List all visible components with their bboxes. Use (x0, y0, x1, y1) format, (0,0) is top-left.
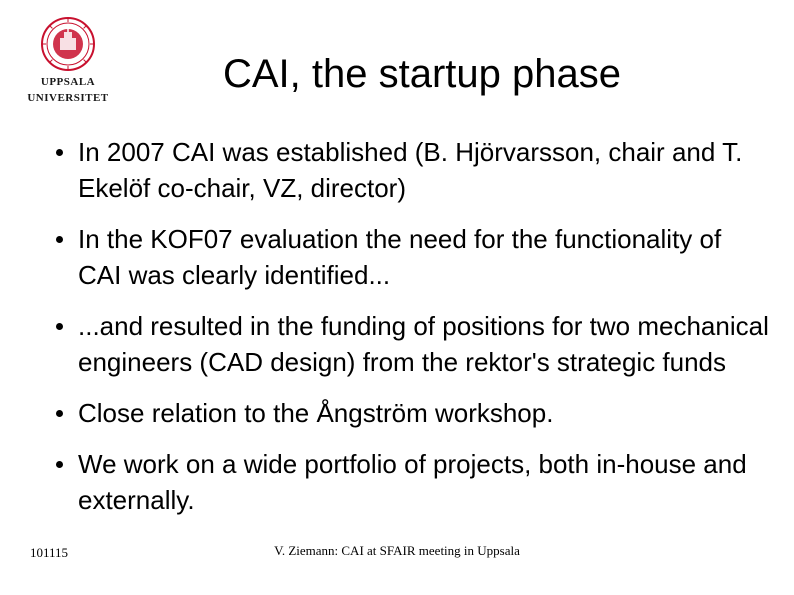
footer-date: 101115 (30, 545, 69, 560)
bullet-dot-icon (56, 410, 63, 417)
bullet-item (50, 395, 770, 431)
bullet-text: ...and resulted in the funding of positions for two mechanical engineers (CAD design) from the rektor's strategic funds (78, 311, 769, 377)
bullet-dot-icon (56, 149, 63, 156)
bullet-item (50, 221, 770, 293)
bullet-text: In the KOF07 evaluation the need for the functionality of CAI was clearly identified... (78, 224, 722, 290)
bullet-item (50, 446, 770, 518)
bullet-text: In 2007 CAI was established (B. Hjörvarsson, chair and T. Ekelöf co-chair, VZ, director) (78, 137, 743, 203)
logo-text-uppsala: UPPSALA (40, 76, 96, 88)
bullet-item (50, 134, 770, 206)
slide-title: CAI, the startup phase (222, 52, 621, 96)
bullet-text: Close relation to the Ångström workshop. (78, 398, 554, 428)
university-seal-icon (40, 16, 96, 72)
bullet-dot-icon (56, 461, 63, 468)
bullet-dot-icon (56, 323, 63, 330)
bullet-text: We work on a wide portfolio of projects, both in-house and externally. (78, 449, 747, 515)
university-logo (22, 16, 114, 108)
bullet-list (50, 134, 770, 518)
footer-caption: V. Ziemann: CAI at SFAIR meeting in Uppsala (274, 543, 520, 558)
bullet-item (50, 308, 770, 380)
logo-text-universitet: UNIVERSITET (27, 92, 109, 104)
bullet-dot-icon (56, 236, 63, 243)
